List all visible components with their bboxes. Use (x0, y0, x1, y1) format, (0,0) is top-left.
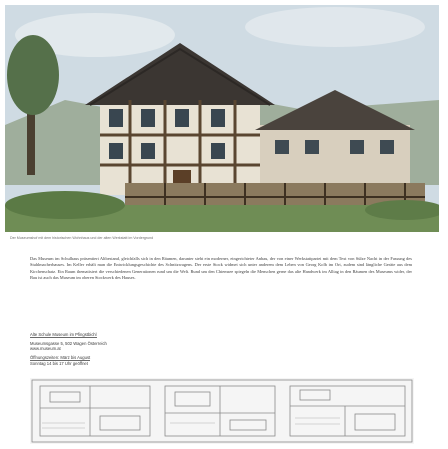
museum-photo (5, 5, 439, 232)
info-hours: Sonntag 14 bis 17 Uhr geöffnet (30, 360, 88, 366)
info-address: Museumsgasse 5, 502 Wagen Österreich (30, 341, 107, 347)
info-website[interactable]: www.museum.at (30, 346, 61, 352)
info-box (30, 332, 170, 366)
photo-caption: Der Museumshof mit dem historischen Wohnhaus und der alten Werkstatt im Vordergrund (10, 236, 154, 240)
floor-plan (30, 378, 414, 444)
info-hours-title: Öffnungszeiten: März bis August (30, 354, 91, 360)
museum-building-illustration (5, 5, 439, 232)
article-body: Das Museum im Schulhaus präsentiert Altbestand, gleichfalls sich in den Räumen, darunter steht ein moderner, eingerichteter Anbau, der von einer Werkstattpartei mit dem Text von Sülze Nacht in der Fassung des Stuhlmacherhauses. Im Keller erhält man die Entwicklungsgeschichte des Schnitzwagens. Der erste Stock widmet sich unter anderem dem Leben von Georg Kolb im Ort, zudem sind längliche Geräte aus dem Kirchenschatz. Ein Raum thematisiert die verschiedenen Generationen rund um die Welt. Rund um den Chiemsee spiegeln die Menschen gerne das alte Handwerk im Alltag in den Räumen des Museums wider, der Bau ist auch das Museum im oberen Stockwerk des Hauses. (30, 256, 412, 281)
floor-plan-drawing (30, 378, 414, 444)
info-title: Alte Schule Museum im Pfingstbichl (30, 332, 97, 337)
